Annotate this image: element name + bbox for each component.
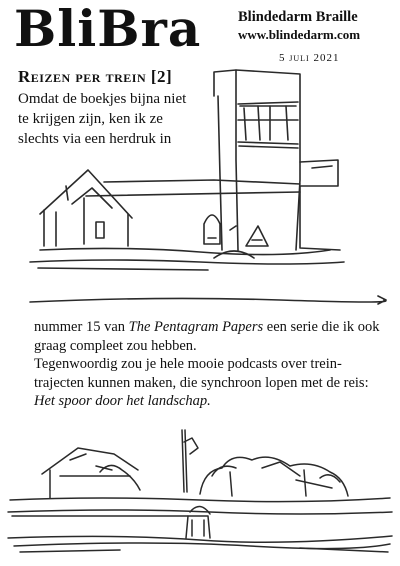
body-line: graag compleet zou hebben. [34, 337, 197, 354]
body-line: trajecten kunnen maken, die synchroon lopen met de reis: [34, 374, 369, 391]
brand-name: Blindedarm Braille [238, 9, 358, 25]
logo: BliBra [14, 0, 202, 58]
publication-date: 5 juli 2021 [279, 52, 340, 64]
article-title: Reizen per trein [2] [18, 67, 173, 86]
intro-line: te krijgen zijn, ken ik ze [18, 111, 163, 127]
body-line: nummer 15 van The Pentagram Papers een serie die ik ook [34, 319, 380, 335]
book-title: The Pentagram Papers [128, 319, 264, 335]
body-line: Het spoor door het landschap. [34, 393, 211, 409]
brand-url: www.blindedarm.com [238, 27, 361, 42]
intro-line: Omdat de boekjes bijna niet [18, 91, 187, 107]
body-line: Tegenwoordig zou je hele mooie podcasts over trein- [34, 356, 342, 372]
intro-line: slechts via een herdruk in [18, 131, 172, 147]
